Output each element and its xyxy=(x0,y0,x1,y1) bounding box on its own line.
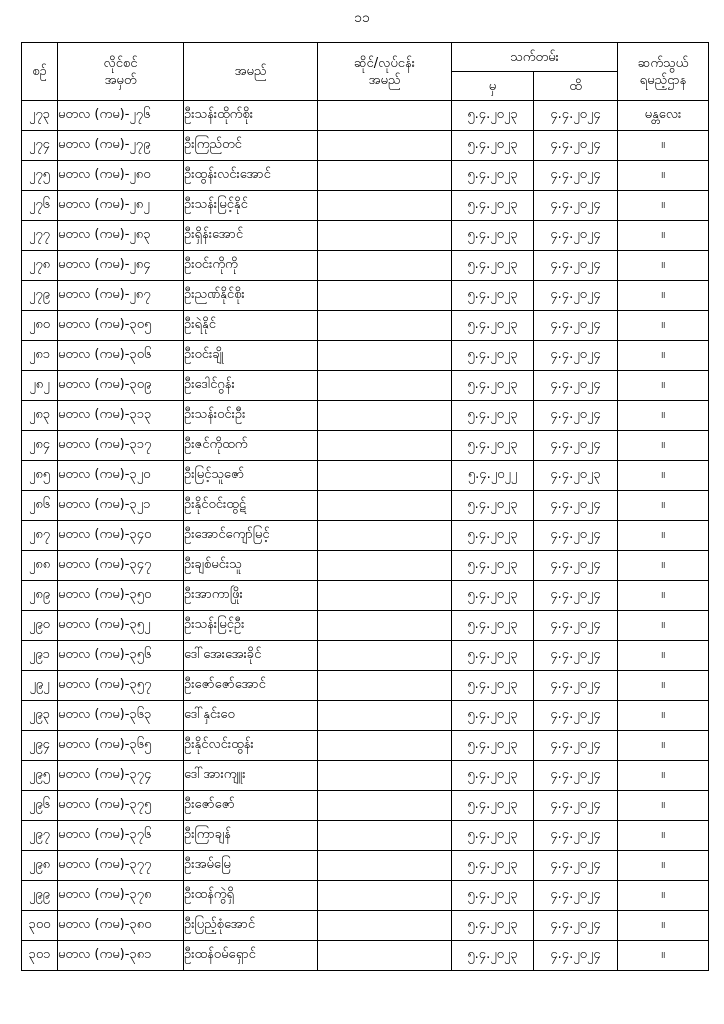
header-shop-line1: ဆိုင်/လုပ်ငန်း xyxy=(353,55,415,71)
holder-name: ဦးအောင်ကျော်မြင့် xyxy=(184,521,318,551)
contact-office: ။ xyxy=(618,551,709,581)
row-number: ၂၈၅ xyxy=(22,461,58,491)
table-row xyxy=(22,251,709,281)
table-row xyxy=(22,611,709,641)
table-row xyxy=(22,731,709,761)
table-row xyxy=(22,821,709,851)
valid-to: ၄.၄.၂၀၂၄ xyxy=(534,251,618,281)
header-shop-line2: အမည် xyxy=(368,72,401,88)
license-number: မတလ (ကမ)-၃၂၀ xyxy=(58,461,184,491)
valid-from: ၅.၄.၂၀၂၃ xyxy=(452,911,534,941)
valid-to: ၄.၄.၂၀၂၄ xyxy=(534,131,618,161)
valid-to: ၄.၄.၂၀၂၄ xyxy=(534,341,618,371)
contact-office: ။ xyxy=(618,161,709,191)
valid-to: ၄.၄.၂၀၂၄ xyxy=(534,401,618,431)
shop-name xyxy=(318,761,452,791)
holder-name: ဦးရဲနိုင် xyxy=(184,311,318,341)
valid-from: ၅.၄.၂၀၂၃ xyxy=(452,521,534,551)
contact-office: ။ xyxy=(618,491,709,521)
holder-name: ဦးနိုင်ဝင်းထွဋ် xyxy=(184,491,318,521)
valid-from: ၅.၄.၂၀၂၃ xyxy=(452,311,534,341)
license-number: မတလ (ကမ)-၂၈၇ xyxy=(58,281,184,311)
table-row xyxy=(22,851,709,881)
holder-name: ဦးကြည်တင် xyxy=(184,131,318,161)
holder-name: ဦးထန်ကွဲရှိ xyxy=(184,881,318,911)
shop-name xyxy=(318,791,452,821)
shop-name xyxy=(318,221,452,251)
shop-name xyxy=(318,521,452,551)
holder-name: ဦးရှိန်းအောင် xyxy=(184,221,318,251)
table-row xyxy=(22,311,709,341)
row-number: ၂၈၇ xyxy=(22,521,58,551)
shop-name xyxy=(318,101,452,131)
row-number: ၂၈၁ xyxy=(22,341,58,371)
shop-name xyxy=(318,161,452,191)
table-header xyxy=(22,43,709,101)
holder-name: ဦးသန်းဝင်းဦး xyxy=(184,401,318,431)
holder-name: ဦးသန်းမြင့်ဦး xyxy=(184,611,318,641)
contact-office: ။ xyxy=(618,401,709,431)
header-location-line1: ဆက်သွယ် xyxy=(637,55,689,71)
contact-office: မန္တလေး xyxy=(618,101,709,131)
table-row xyxy=(22,131,709,161)
row-number: ၂၉၈ xyxy=(22,851,58,881)
row-number: ၂၈၂ xyxy=(22,371,58,401)
holder-name: ဦးချစ်မင်းသူ xyxy=(184,551,318,581)
holder-name: ဦးဒေါင်ဂွန်း xyxy=(184,371,318,401)
valid-to: ၄.၄.၂၀၂၄ xyxy=(534,851,618,881)
contact-office: ။ xyxy=(618,311,709,341)
license-register-table xyxy=(21,42,709,971)
valid-to: ၄.၄.၂၀၂၄ xyxy=(534,101,618,131)
valid-to: ၄.၄.၂၀၂၄ xyxy=(534,371,618,401)
license-number: မတလ (ကမ)-၃၁၇ xyxy=(58,431,184,461)
valid-from: ၅.၄.၂၀၂၃ xyxy=(452,791,534,821)
shop-name xyxy=(318,641,452,671)
header-no: စဉ် xyxy=(22,43,58,101)
table-row xyxy=(22,791,709,821)
header-shop xyxy=(318,43,452,101)
row-number: ၂၉၀ xyxy=(22,611,58,641)
row-number: ၂၇၉ xyxy=(22,281,58,311)
contact-office: ။ xyxy=(618,191,709,221)
license-number: မတလ (ကမ)-၂၈၀ xyxy=(58,161,184,191)
contact-office: ။ xyxy=(618,851,709,881)
holder-name: ဒေါ်အားကျူး xyxy=(184,761,318,791)
valid-from: ၅.၄.၂၀၂၃ xyxy=(452,701,534,731)
holder-name: ဦးဇော်ဇော် xyxy=(184,791,318,821)
valid-from: ၅.၄.၂၀၂၃ xyxy=(452,251,534,281)
contact-office: ။ xyxy=(618,761,709,791)
shop-name xyxy=(318,401,452,431)
license-number: မတလ (ကမ)-၃၂၁ xyxy=(58,491,184,521)
table-body xyxy=(22,101,709,971)
row-number: ၂၈၆ xyxy=(22,491,58,521)
contact-office: ။ xyxy=(618,131,709,161)
contact-office: ။ xyxy=(618,581,709,611)
license-number: မတလ (ကမ)-၃၅၆ xyxy=(58,641,184,671)
row-number: ၂၉၃ xyxy=(22,701,58,731)
shop-name xyxy=(318,191,452,221)
page-number: ၁၁ xyxy=(354,10,370,26)
valid-to: ၄.၄.၂၀၂၄ xyxy=(534,221,618,251)
row-number: ၂၇၈ xyxy=(22,251,58,281)
header-location xyxy=(618,43,709,101)
shop-name xyxy=(318,311,452,341)
shop-name xyxy=(318,131,452,161)
table-row xyxy=(22,641,709,671)
row-number: ၂၇၇ xyxy=(22,221,58,251)
valid-to: ၄.၄.၂၀၂၄ xyxy=(534,941,618,971)
contact-office: ။ xyxy=(618,371,709,401)
table-row xyxy=(22,221,709,251)
shop-name xyxy=(318,251,452,281)
license-number: မတလ (ကမ)-၃၇၅ xyxy=(58,791,184,821)
license-number: မတလ (ကမ)-၃၀၆ xyxy=(58,341,184,371)
license-number: မတလ (ကမ)-၃၀၉ xyxy=(58,371,184,401)
shop-name xyxy=(318,701,452,731)
holder-name: ဦးအာကာဖြိုး xyxy=(184,581,318,611)
holder-name: ဦးသန်းထိုက်စိုး xyxy=(184,101,318,131)
valid-to: ၄.၄.၂၀၂၄ xyxy=(534,551,618,581)
valid-to: ၄.၄.၂၀၂၄ xyxy=(534,431,618,461)
shop-name xyxy=(318,461,452,491)
row-number: ၃၀၁ xyxy=(22,941,58,971)
row-number: ၂၈၃ xyxy=(22,401,58,431)
table-row xyxy=(22,491,709,521)
license-number: မတလ (ကမ)-၂၈၃ xyxy=(58,221,184,251)
license-number: မတလ (ကမ)-၃၇၇ xyxy=(58,851,184,881)
table-row xyxy=(22,281,709,311)
table-row xyxy=(22,341,709,371)
valid-to: ၄.၄.၂၀၂၄ xyxy=(534,191,618,221)
header-location-line2: ရမည့်ဌာန xyxy=(639,72,687,88)
contact-office: ။ xyxy=(618,281,709,311)
holder-name: ဦးထွန်းလင်းအောင် xyxy=(184,161,318,191)
shop-name xyxy=(318,821,452,851)
valid-to: ၄.၄.၂၀၂၄ xyxy=(534,671,618,701)
valid-from: ၅.၄.၂၀၂၃ xyxy=(452,371,534,401)
contact-office: ။ xyxy=(618,881,709,911)
holder-name: ဦးကြာချန် xyxy=(184,821,318,851)
contact-office: ။ xyxy=(618,431,709,461)
valid-to: ၄.၄.၂၀၂၄ xyxy=(534,821,618,851)
contact-office: ။ xyxy=(618,671,709,701)
valid-from: ၅.၄.၂၀၂၃ xyxy=(452,401,534,431)
valid-to: ၄.၄.၂၀၂၄ xyxy=(534,911,618,941)
valid-from: ၅.၄.၂၀၂၃ xyxy=(452,671,534,701)
valid-to: ၄.၄.၂၀၂၄ xyxy=(534,641,618,671)
valid-from: ၅.၄.၂၀၂၃ xyxy=(452,131,534,161)
row-number: ၂၈၈ xyxy=(22,551,58,581)
license-number: မတလ (ကမ)-၃၄၀ xyxy=(58,521,184,551)
contact-office: ။ xyxy=(618,701,709,731)
shop-name xyxy=(318,731,452,761)
row-number: ၂၉၇ xyxy=(22,821,58,851)
contact-office: ။ xyxy=(618,461,709,491)
license-number: မတလ (ကမ)-၃၇၈ xyxy=(58,881,184,911)
shop-name xyxy=(318,941,452,971)
valid-from: ၅.၄.၂၀၂၃ xyxy=(452,221,534,251)
shop-name xyxy=(318,851,452,881)
row-number: ၂၈၀ xyxy=(22,311,58,341)
table-row xyxy=(22,671,709,701)
row-number: ၂၉၁ xyxy=(22,641,58,671)
contact-office: ။ xyxy=(618,911,709,941)
valid-from: ၅.၄.၂၀၂၂ xyxy=(452,461,534,491)
row-number: ၂၉၆ xyxy=(22,791,58,821)
contact-office: ။ xyxy=(618,791,709,821)
shop-name xyxy=(318,671,452,701)
holder-name: ဦးအမ်မြေ xyxy=(184,851,318,881)
valid-to: ၄.၄.၂၀၂၄ xyxy=(534,611,618,641)
holder-name: ဒေါ်နှင်းဝေ xyxy=(184,701,318,731)
contact-office: ။ xyxy=(618,731,709,761)
table-row xyxy=(22,461,709,491)
shop-name xyxy=(318,611,452,641)
holder-name: ဦးညဏ်နိုင်စိုး xyxy=(184,281,318,311)
holder-name: ဦးထန်ဝမ်ရှောင် xyxy=(184,941,318,971)
valid-to: ၄.၄.၂၀၂၄ xyxy=(534,761,618,791)
table-row xyxy=(22,191,709,221)
header-from: မှ xyxy=(452,72,534,101)
shop-name xyxy=(318,281,452,311)
header-license-line1: လိုင်စင် xyxy=(103,55,138,71)
valid-from: ၅.၄.၂၀၂၃ xyxy=(452,761,534,791)
row-number: ၂၇၄ xyxy=(22,131,58,161)
contact-office: ။ xyxy=(618,941,709,971)
table-row xyxy=(22,701,709,731)
contact-office: ။ xyxy=(618,821,709,851)
valid-from: ၅.၄.၂၀၂၃ xyxy=(452,431,534,461)
header-to: ထိ xyxy=(534,72,618,101)
table-row xyxy=(22,371,709,401)
license-number: မတလ (ကမ)-၃၅၀ xyxy=(58,581,184,611)
contact-office: ။ xyxy=(618,251,709,281)
valid-to: ၄.၄.၂၀၂၄ xyxy=(534,491,618,521)
valid-to: ၄.၄.၂၀၂၄ xyxy=(534,161,618,191)
header-name: အမည် xyxy=(184,43,318,101)
shop-name xyxy=(318,911,452,941)
license-number: မတလ (ကမ)-၃၅၂ xyxy=(58,611,184,641)
shop-name xyxy=(318,491,452,521)
row-number: ၂၇၅ xyxy=(22,161,58,191)
valid-from: ၅.၄.၂၀၂၃ xyxy=(452,821,534,851)
valid-from: ၅.၄.၂၀၂၃ xyxy=(452,191,534,221)
holder-name: ဦးဝင်းချို xyxy=(184,341,318,371)
contact-office: ။ xyxy=(618,221,709,251)
license-number: မတလ (ကမ)-၃၈၁ xyxy=(58,941,184,971)
contact-office: ။ xyxy=(618,641,709,671)
contact-office: ။ xyxy=(618,341,709,371)
valid-from: ၅.၄.၂၀၂၃ xyxy=(452,101,534,131)
row-number: ၂၈၄ xyxy=(22,431,58,461)
header-validity: သက်တမ်း xyxy=(452,43,618,72)
valid-from: ၅.၄.၂၀၂၃ xyxy=(452,581,534,611)
license-number: မတလ (ကမ)-၃၁၃ xyxy=(58,401,184,431)
table-row xyxy=(22,881,709,911)
shop-name xyxy=(318,371,452,401)
table-row xyxy=(22,911,709,941)
valid-from: ၅.၄.၂၀၂၃ xyxy=(452,281,534,311)
header-license xyxy=(58,43,184,101)
license-number: မတလ (ကမ)-၃၇၆ xyxy=(58,821,184,851)
shop-name xyxy=(318,341,452,371)
table-row xyxy=(22,941,709,971)
license-number: မတလ (ကမ)-၃၄၇ xyxy=(58,551,184,581)
valid-to: ၄.၄.၂၀၂၄ xyxy=(534,281,618,311)
contact-office: ။ xyxy=(618,521,709,551)
license-number: မတလ (ကမ)-၂၇၉ xyxy=(58,131,184,161)
row-number: ၂၉၄ xyxy=(22,731,58,761)
holder-name: ဦးဇင်ကိုထက် xyxy=(184,431,318,461)
table-row xyxy=(22,161,709,191)
holder-name: ဦးဇော်ဇော်အောင် xyxy=(184,671,318,701)
valid-to: ၄.၄.၂၀၂၄ xyxy=(534,731,618,761)
license-number: မတလ (ကမ)-၃၀၅ xyxy=(58,311,184,341)
license-number: မတလ (ကမ)-၃၆၃ xyxy=(58,701,184,731)
valid-from: ၅.၄.၂၀၂၃ xyxy=(452,491,534,521)
table-row xyxy=(22,401,709,431)
valid-to: ၄.၄.၂၀၂၄ xyxy=(534,581,618,611)
row-number: ၂၇၃ xyxy=(22,101,58,131)
license-number: မတလ (ကမ)-၂၈၂ xyxy=(58,191,184,221)
row-number: ၂၉၉ xyxy=(22,881,58,911)
table-row xyxy=(22,521,709,551)
row-number: ၂၇၆ xyxy=(22,191,58,221)
valid-from: ၅.၄.၂၀၂၃ xyxy=(452,851,534,881)
valid-from: ၅.၄.၂၀၂၃ xyxy=(452,731,534,761)
valid-to: ၄.၄.၂၀၂၄ xyxy=(534,701,618,731)
valid-from: ၅.၄.၂၀၂၃ xyxy=(452,941,534,971)
license-number: မတလ (ကမ)-၃၈၀ xyxy=(58,911,184,941)
valid-to: ၄.၄.၂၀၂၃ xyxy=(534,461,618,491)
license-number: မတလ (ကမ)-၂၈၄ xyxy=(58,251,184,281)
contact-office: ။ xyxy=(618,611,709,641)
table-row xyxy=(22,581,709,611)
valid-to: ၄.၄.၂၀၂၄ xyxy=(534,311,618,341)
table-row xyxy=(22,761,709,791)
license-number: မတလ (ကမ)-၂၇၆ xyxy=(58,101,184,131)
holder-name: ဦးပြည့်စုံအောင် xyxy=(184,911,318,941)
valid-from: ၅.၄.၂၀၂၃ xyxy=(452,161,534,191)
holder-name: ဦးဝင်းကိုကို xyxy=(184,251,318,281)
row-number: ၃၀၀ xyxy=(22,911,58,941)
header-license-line2: အမှတ် xyxy=(104,72,137,88)
license-number: မတလ (ကမ)-၃၅၇ xyxy=(58,671,184,701)
valid-from: ၅.၄.၂၀၂၃ xyxy=(452,641,534,671)
holder-name: ဦးသန်းမြင့်နိုင် xyxy=(184,191,318,221)
shop-name xyxy=(318,551,452,581)
table-row xyxy=(22,101,709,131)
holder-name: ဒေါ်အေးအေးခိုင် xyxy=(184,641,318,671)
row-number: ၂၉၅ xyxy=(22,761,58,791)
valid-from: ၅.၄.၂၀၂၃ xyxy=(452,551,534,581)
table-row xyxy=(22,551,709,581)
shop-name xyxy=(318,581,452,611)
valid-from: ၅.၄.၂၀၂၃ xyxy=(452,341,534,371)
valid-to: ၄.၄.၂၀၂၄ xyxy=(534,881,618,911)
valid-from: ၅.၄.၂၀၂၃ xyxy=(452,881,534,911)
valid-from: ၅.၄.၂၀၂၃ xyxy=(452,611,534,641)
shop-name xyxy=(318,431,452,461)
license-number: မတလ (ကမ)-၃၆၅ xyxy=(58,731,184,761)
valid-to: ၄.၄.၂၀၂၄ xyxy=(534,521,618,551)
table-row xyxy=(22,431,709,461)
shop-name xyxy=(318,881,452,911)
row-number: ၂၉၂ xyxy=(22,671,58,701)
valid-to: ၄.၄.၂၀၂၄ xyxy=(534,791,618,821)
row-number: ၂၈၉ xyxy=(22,581,58,611)
holder-name: ဦးမြင့်သူဇော် xyxy=(184,461,318,491)
license-number: မတလ (ကမ)-၃၇၄ xyxy=(58,761,184,791)
holder-name: ဦးနိုင်လင်းထွန်း xyxy=(184,731,318,761)
